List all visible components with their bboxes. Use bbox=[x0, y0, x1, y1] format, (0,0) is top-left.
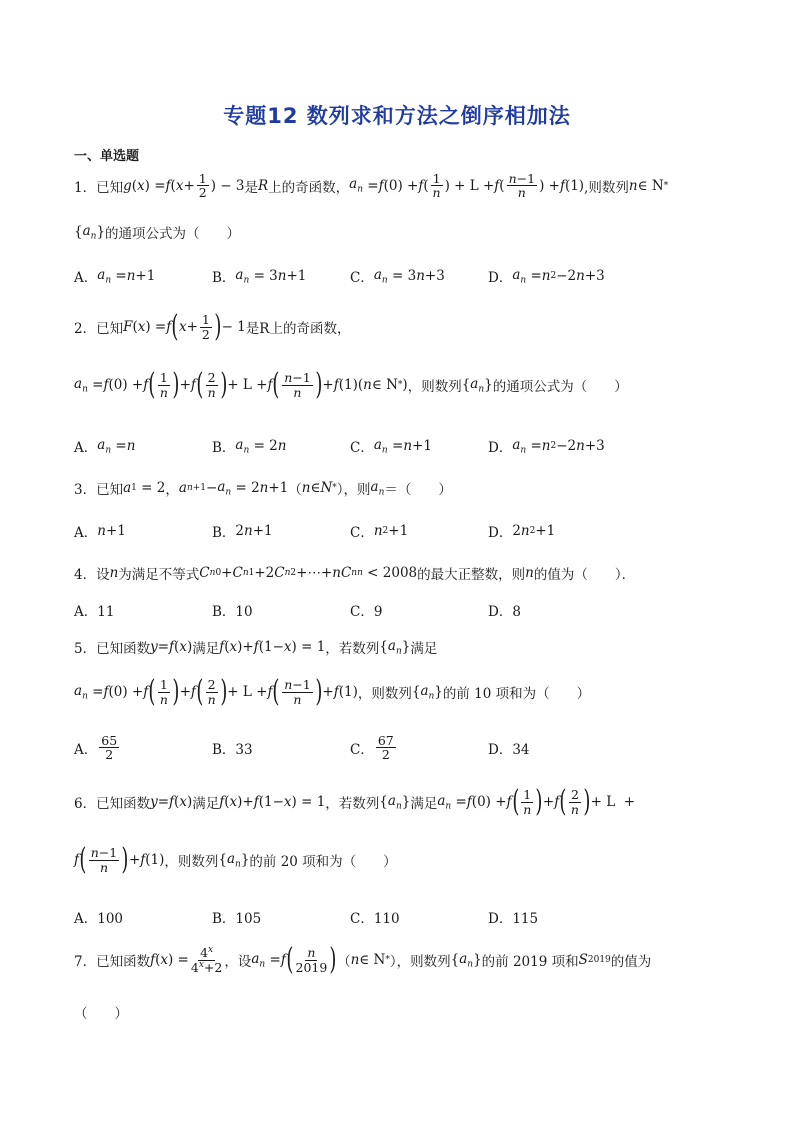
q5-option-a[interactable]: A． $\frac{65}{2}$ bbox=[74, 733, 118, 763]
question-7-line2: （ ） bbox=[74, 1006, 128, 1022]
q6-option-b[interactable]: B．105 bbox=[212, 911, 262, 927]
question-2: 2．已知 F ( x ) = f ( x + $\frac{1}{2}$ ) − 1 是R上的奇函数， bbox=[74, 309, 351, 344]
question-5-options bbox=[74, 734, 734, 761]
q5-option-d[interactable]: D．34 bbox=[488, 741, 530, 758]
q4-option-d[interactable]: D．8 bbox=[488, 604, 521, 620]
q6-option-a[interactable]: A．100 bbox=[74, 911, 124, 927]
question-2-line2: $a_n$ = f (0) + f ( $\frac{1}{n}$ ) + f ( $\frac{2}{n}$ ) + L + f ( $\frac{n-1}{n}$ ) + f (1)( n ∈ N * ) ，则数列 { $a_n$ } 的通项公式为（ ） bbox=[74, 367, 628, 402]
question-3: 3．已知 a 1 = 2 ， a n+1 − $a_n$ = 2 n +1 （ n ∈ N * ），则 $a_n$ ＝（ ） bbox=[74, 478, 452, 498]
question-7: 7．已知函数 f ( x ) = $\frac{4^x}{4^x+2}$ ，设 $a_n$ = f ( $\frac{n}{2019}$ ) （ n ∈ N * ），则数列 { $a_n$ } 的前 2019 项和 S 2019 的值为 bbox=[74, 942, 652, 977]
q2-option-c[interactable]: C． $a_n$ = n +1 bbox=[350, 436, 432, 456]
question-3-options bbox=[74, 521, 734, 541]
question-4: 4．设 n 为满足不等式 C n 0 + C n 1 +2 C n 2 +⋯+ nC n n < 2008 的最大正整数，则 n 的值为（ ）． bbox=[74, 565, 636, 583]
question-1: 1．已知 g ( x ) = f ( x + $\frac{1}{2}$ ) − 3 是 R 上的奇函数， $a_n$ = f (0) + f ( $\frac{1}{n}$ ) + L + f ( $\frac{n-1}{n}$ ) + f (1) ,则数列 n ∈ N * bbox=[74, 171, 669, 201]
q1-option-d[interactable]: D． $a_n$ = n 2 −2 n +3 bbox=[488, 266, 605, 286]
question-4-options bbox=[74, 600, 734, 620]
q3-option-b[interactable]: B． 2 n +1 bbox=[212, 523, 273, 541]
q1-option-b[interactable]: B． $a_n$ = 3 n +1 bbox=[212, 266, 307, 286]
question-5: 5．已知函数 y = f ( x ) 满足 f ( x )+ f (1− x ) = 1 ，若数列 { $a_n$ } 满足 bbox=[74, 637, 438, 657]
q5-option-c[interactable]: C． $\frac{67}{2}$ bbox=[350, 733, 394, 763]
question-6: 6．已知函数 y = f ( x ) 满足 f ( x )+ f (1− x ) = 1 ，若数列 { $a_n$ } 满足 $a_n$ = f (0) + f ( $\frac{1}{n}$ ) + f ( $\frac{2}{n}$ ) + L + bbox=[74, 784, 636, 819]
q4-option-c[interactable]: C．9 bbox=[350, 604, 383, 620]
question-6-options bbox=[74, 907, 734, 927]
question-1-line2: { $a_n$ } 的通项公式为（ ） bbox=[74, 222, 241, 242]
q3-option-c[interactable]: C． n 2 +1 bbox=[350, 523, 409, 541]
question-6-line2: f ( $\frac{n-1}{n}$ ) + f (1) ，则数列 { $a_n$ } 的前 20 项和为（ ） bbox=[74, 842, 397, 877]
q5-option-b[interactable]: B．33 bbox=[212, 741, 253, 758]
q3-option-d[interactable]: D． 2 n 2 +1 bbox=[488, 523, 556, 541]
question-2-options bbox=[74, 436, 734, 456]
q4-option-b[interactable]: B．10 bbox=[212, 604, 253, 620]
q3-option-a[interactable]: A． n +1 bbox=[74, 523, 126, 541]
q6-option-c[interactable]: C．110 bbox=[350, 911, 400, 927]
page-title: 专题12 数列求和方法之倒序相加法 bbox=[223, 104, 571, 128]
q2-option-b[interactable]: B． $a_n$ = 2 n bbox=[212, 436, 287, 456]
question-5-line2: $a_n$ = f (0) + f ( $\frac{1}{n}$ ) + f ( $\frac{2}{n}$ ) + L + f ( $\frac{n-1}{n}$ ) + f (1) ，则数列 { $a_n$ } 的前 10 项和为（ ） bbox=[74, 674, 591, 709]
q1-option-c[interactable]: C． $a_n$ = 3 n +3 bbox=[350, 266, 445, 286]
q1-option-a[interactable]: A． $a_n$ = n +1 bbox=[74, 266, 156, 286]
q6-option-d[interactable]: D．115 bbox=[488, 911, 539, 927]
section-heading: 一、单选题 bbox=[74, 149, 140, 164]
q4-option-a[interactable]: A．11 bbox=[74, 604, 115, 620]
q2-option-d[interactable]: D． $a_n$ = n 2 −2 n +3 bbox=[488, 436, 605, 456]
q2-option-a[interactable]: A． $a_n$ = n bbox=[74, 436, 136, 456]
question-1-options bbox=[74, 266, 734, 286]
